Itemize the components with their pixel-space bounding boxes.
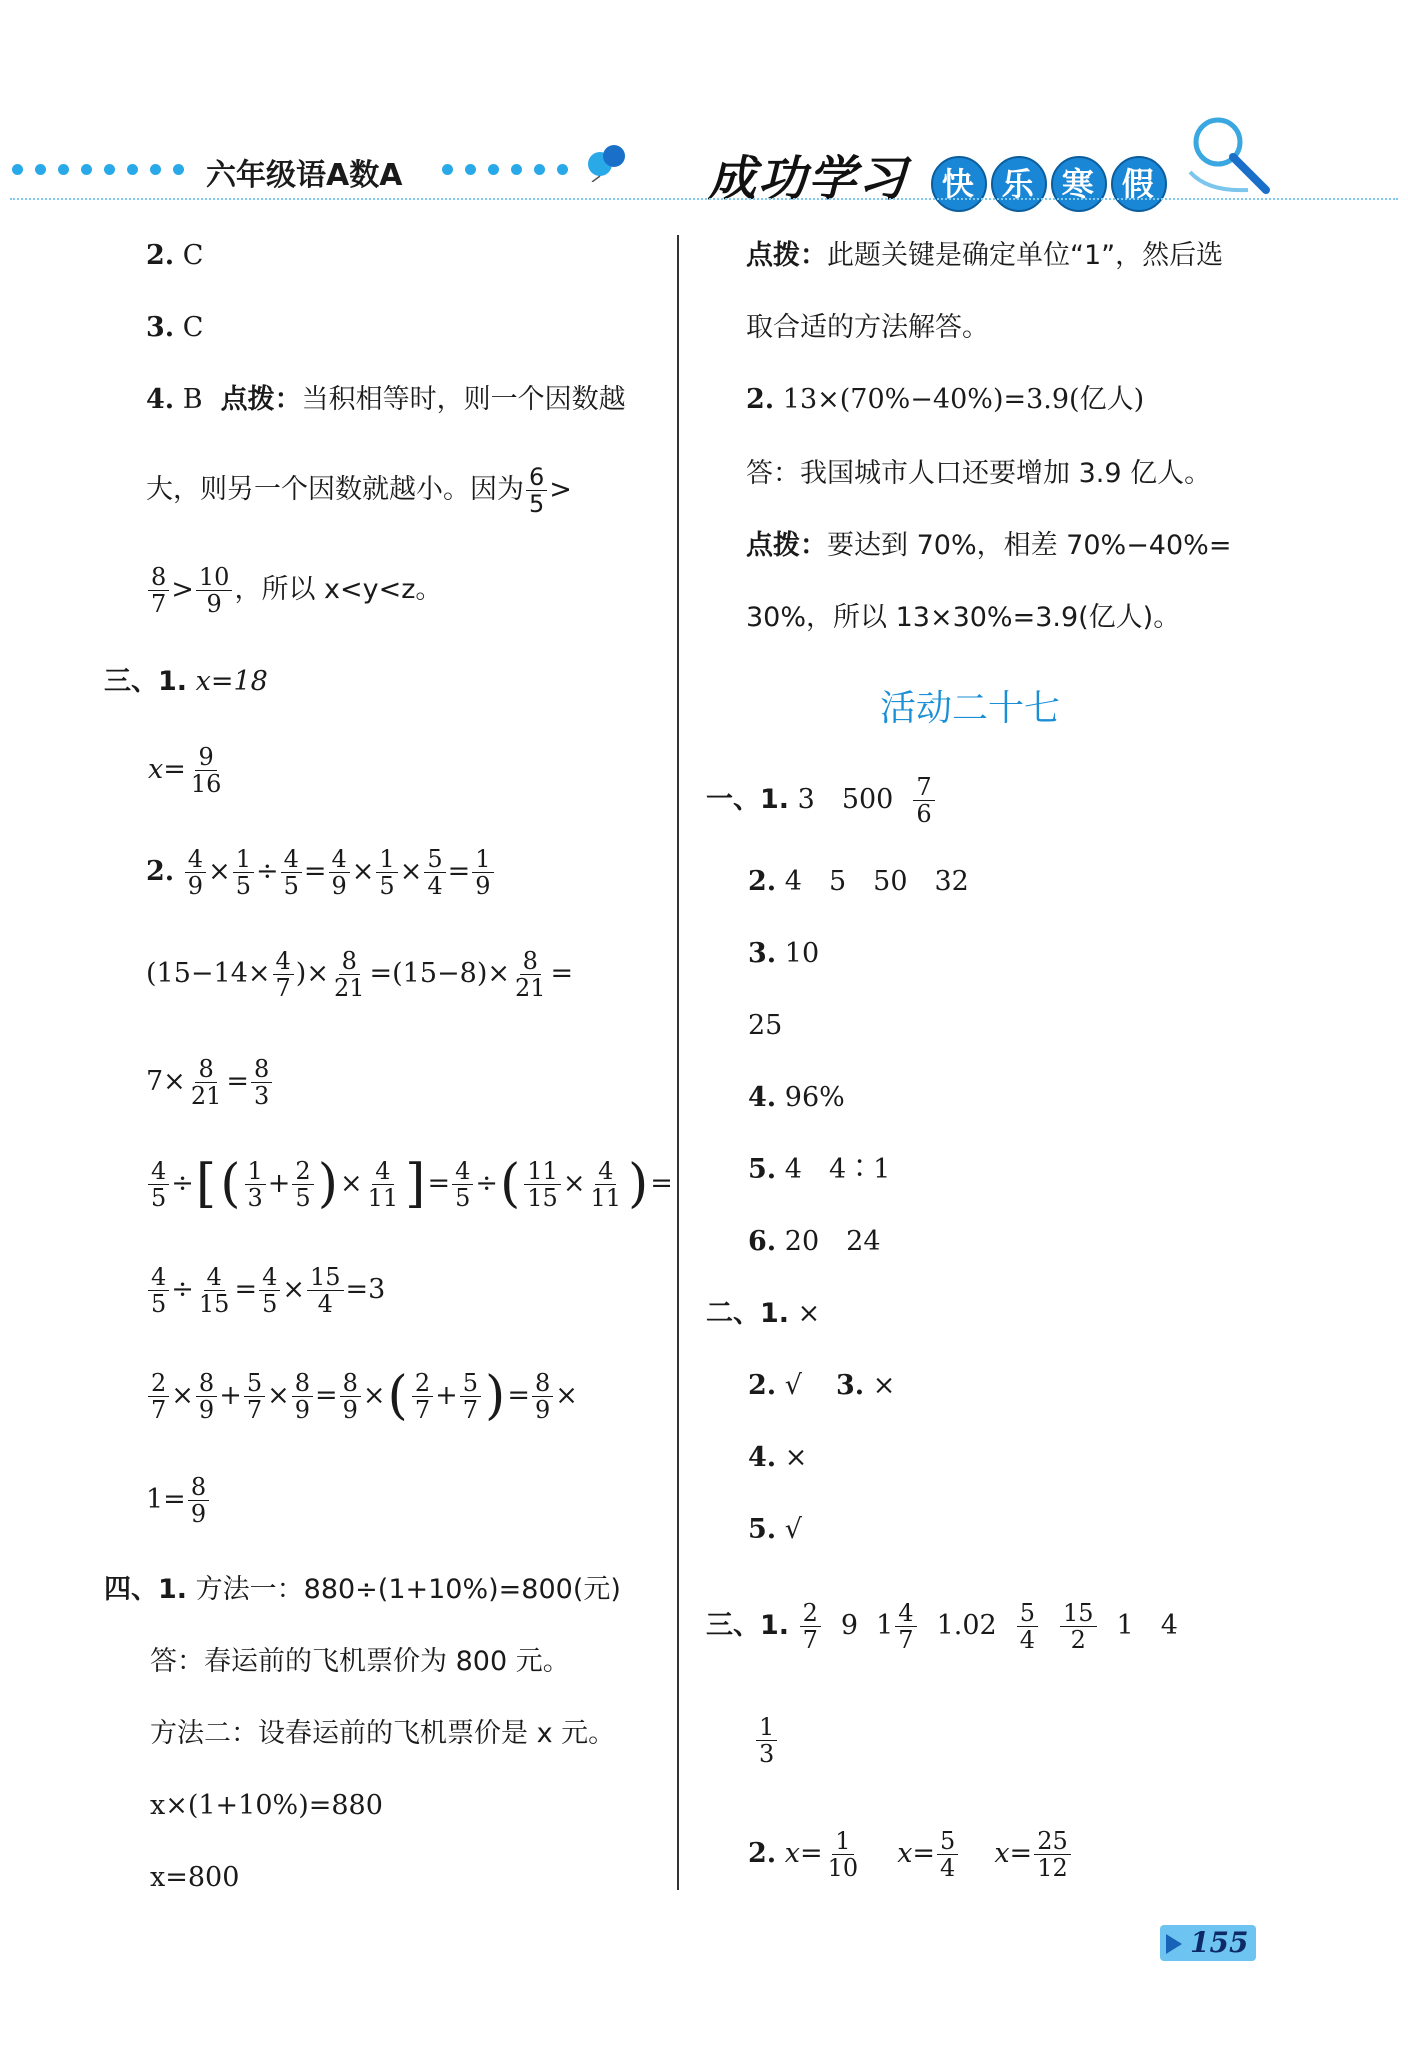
fraction-denominator: 7: [802, 1625, 818, 1654]
answer-2-4: [146, 378, 626, 422]
act-1-2: [748, 860, 969, 904]
fraction-numerator: 5: [244, 1370, 265, 1397]
brand-badge-2: 乐: [991, 156, 1047, 212]
fraction-denominator: 9: [342, 1395, 358, 1424]
section-label: 二、1.: [706, 1298, 790, 1329]
fraction-numerator: 2: [800, 1600, 821, 1627]
fraction-denominator: 5: [262, 1289, 278, 1318]
bracket: (: [220, 1154, 241, 1214]
fraction: [1060, 1600, 1097, 1653]
hint-text: 要达到 70%，相差 70%−40%=: [827, 530, 1232, 561]
fraction-numerator: 8: [251, 1056, 272, 1083]
hint-text: 大，则另一个因数就越小。因为: [146, 474, 524, 505]
hint-r5: [746, 524, 1231, 568]
fraction-denominator: 21: [514, 973, 546, 1002]
item-number: 4.: [748, 1082, 777, 1113]
fraction: [526, 464, 547, 517]
fraction-denominator: 5: [235, 871, 251, 900]
section-4-equation: x×(1+10%)=880: [150, 1790, 383, 1821]
brand-badge-4: 假: [1111, 156, 1167, 212]
brand-badge-3: 寒: [1051, 156, 1107, 212]
item-number: 5.: [748, 1514, 777, 1545]
item-number: 3.: [748, 938, 777, 969]
fraction: [329, 846, 350, 899]
fraction-denominator: 9: [534, 1395, 551, 1424]
expression-5: $\frac{4}{5}$ ÷ $\frac{4}{15}$ = $\frac{4}{5}$ × $\frac{15}{4}$ =3: [146, 1260, 385, 1320]
act-2-5: [748, 1508, 802, 1552]
fraction-numerator: 15: [1060, 1600, 1097, 1627]
answer-text: √: [784, 1514, 802, 1545]
fraction: [1034, 1828, 1071, 1881]
section-label: 三、1.: [104, 666, 188, 697]
expression-part: 7×: [146, 1066, 186, 1097]
fraction-numerator: 5: [937, 1828, 958, 1855]
act-1-3b: 25: [748, 1010, 783, 1041]
section-4-answer: 答：春运前的飞机票价为 800 元。: [150, 1646, 570, 1677]
bracket: (: [387, 1366, 408, 1426]
fraction-numerator: 4: [595, 1158, 616, 1185]
fraction: [524, 1158, 561, 1211]
fraction: [188, 744, 225, 797]
bracket: [: [195, 1154, 217, 1214]
hint-r6: 30%，所以 13×30%=3.9(亿人)。: [746, 602, 1181, 633]
answer-2-2: [146, 234, 203, 278]
activity-title: 活动二十七: [880, 688, 1061, 729]
expression-part: =: [550, 958, 574, 989]
fraction-denominator: 11: [367, 1183, 399, 1212]
fraction-numerator: 4: [259, 1264, 280, 1291]
act-1-4: [748, 1076, 845, 1120]
fraction: [331, 948, 368, 1001]
fraction-denominator: 11: [590, 1183, 621, 1212]
fraction-denominator: 16: [190, 769, 222, 798]
fraction-denominator: 15: [198, 1289, 230, 1318]
answer-text: 4 5 50 32: [784, 866, 969, 897]
fraction-numerator: 1: [756, 1714, 777, 1741]
hint-label: 点拨：: [746, 240, 827, 271]
item-number: 2.: [748, 1838, 777, 1869]
fraction: [273, 948, 294, 1001]
item-number: 5.: [748, 1154, 777, 1185]
fraction-denominator: 7: [898, 1625, 914, 1654]
fraction: [188, 1474, 209, 1527]
hint-text: 此题关键是确定单位“1”，然后选: [827, 240, 1224, 271]
hint-r2: 取合适的方法解答。: [746, 312, 989, 343]
expression-part: (15−14×: [146, 958, 271, 989]
hint-r1: [746, 234, 1223, 278]
fraction: [424, 846, 445, 899]
expression-part: )×: [295, 958, 329, 989]
brand-badge-1: 快: [931, 156, 987, 212]
fraction: [825, 1828, 862, 1881]
hint-text: 当积相等时，则一个因数越: [301, 384, 626, 415]
item-number: 2.: [146, 240, 175, 271]
fraction-numerator: 8: [520, 948, 541, 975]
act-3-2: [748, 1824, 1073, 1884]
bracket: ): [317, 1154, 338, 1214]
bracket: ): [485, 1366, 506, 1426]
act-2-2-3: [748, 1364, 895, 1408]
act-1-6: [748, 1220, 881, 1264]
fraction-numerator: 15: [307, 1264, 344, 1291]
header-dots-right: [442, 164, 568, 178]
item-number: 6.: [748, 1226, 777, 1257]
section-3-item-1b: [148, 740, 226, 800]
operator: >: [549, 474, 572, 505]
item-number: 2.: [146, 856, 175, 887]
fraction-denominator: 6: [916, 799, 932, 828]
fraction-numerator: 8: [532, 1370, 553, 1397]
answer-text: 13×(70%−40%)=3.9(亿人): [782, 384, 1145, 415]
fraction-denominator: 7: [275, 973, 291, 1002]
answer-text: 4 4∶1: [784, 1154, 891, 1185]
fraction-denominator: 21: [190, 1081, 222, 1110]
fraction-numerator: 5: [1017, 1600, 1038, 1627]
hint-line-3: [146, 560, 442, 620]
fraction-denominator: 9: [198, 1395, 215, 1424]
answer-text: x=: [994, 1838, 1033, 1869]
fraction-denominator: 5: [455, 1183, 471, 1212]
expression-part: =(15−8)×: [369, 958, 510, 989]
fraction: [532, 1370, 553, 1423]
magnifier-icon: [1178, 112, 1278, 202]
answer-text: √: [784, 1370, 802, 1401]
fraction: [587, 1158, 624, 1211]
fraction: [376, 846, 397, 899]
item-number: 2.: [748, 866, 777, 897]
act-2-4: [748, 1436, 807, 1480]
answer-text: ×: [797, 1298, 821, 1329]
answer-text: 9: [840, 1610, 859, 1641]
brand-title: [708, 140, 1167, 212]
hint-line-2: [146, 460, 572, 520]
fraction: [196, 1370, 217, 1423]
fraction-numerator: 6: [526, 464, 547, 491]
answer-text: 20 24: [784, 1226, 881, 1257]
fraction: [1017, 1600, 1038, 1653]
fraction-denominator: 5: [151, 1183, 167, 1212]
bracket: ): [628, 1154, 649, 1214]
act-3-1b: [754, 1710, 779, 1770]
answer-text: 1.02: [936, 1610, 997, 1641]
answer-text: ×: [872, 1370, 896, 1401]
answer-text: 96%: [784, 1082, 845, 1113]
balloons-icon: [582, 142, 632, 182]
fraction-denominator: 10: [827, 1853, 859, 1882]
fraction-denominator: 4: [1019, 1625, 1035, 1654]
fraction-numerator: 4: [185, 846, 206, 873]
mixed-number-whole: 1: [876, 1610, 894, 1641]
fraction: [895, 1600, 916, 1653]
expression-7: [146, 1470, 211, 1530]
operator: >: [171, 574, 194, 605]
answer-2-3: [146, 306, 203, 350]
item-number: 4.: [748, 1442, 777, 1473]
answer-text: 方法一：880÷(1+10%)=800(元): [195, 1574, 621, 1605]
fraction-numerator: 8: [148, 564, 169, 591]
fraction-numerator: 8: [339, 948, 360, 975]
fraction-numerator: 2: [148, 1370, 169, 1397]
act-1-3: [748, 932, 819, 976]
fraction-denominator: 7: [246, 1395, 263, 1424]
fraction: [244, 1370, 265, 1423]
fraction-numerator: 1: [245, 1158, 266, 1185]
column-divider: [677, 235, 679, 1890]
fraction-denominator: 21: [333, 973, 365, 1002]
fraction-numerator: 4: [148, 1158, 169, 1185]
fraction: [245, 1158, 266, 1211]
hint-text: ，所以 x<y<z。: [234, 574, 443, 605]
fraction: [196, 564, 233, 617]
fraction-numerator: 11: [524, 1158, 561, 1185]
fraction: [340, 1370, 361, 1423]
fraction-numerator: 25: [1034, 1828, 1071, 1855]
fraction: [259, 1264, 280, 1317]
fraction: [251, 1056, 272, 1109]
answer-text: C: [182, 240, 204, 271]
fraction: [512, 948, 549, 1001]
expression-1: 2. $\frac{4}{9}$ × $\frac{1}{5}$ ÷ $\frac{4}{5}$ = $\frac{4}{9}$ × $\frac{1}{5}$ × $\frac{5}{4}$ = $\frac{1}{9}$: [146, 842, 496, 902]
item-number: 3.: [146, 312, 175, 343]
fraction-numerator: 1: [832, 1828, 853, 1855]
fraction-numerator: 8: [292, 1370, 313, 1397]
fraction-denominator: 9: [475, 871, 491, 900]
hint-label: 点拨：: [220, 384, 302, 415]
fraction: [148, 1158, 169, 1211]
expression-6: $\frac{2}{7}$ × $\frac{8}{9}$ + $\frac{5}{7}$ × $\frac{8}{9}$ = $\frac{8}{9}$ × ( $\frac{2}{7}$ + $\frac{5}{7}$ ) = $\frac{8}{9}$ ×: [146, 1364, 578, 1428]
fraction-numerator: 4: [148, 1264, 169, 1291]
act-2-1: [706, 1292, 820, 1336]
fraction: [913, 774, 934, 827]
page-number: 155: [1190, 1926, 1249, 1959]
fraction-denominator: 15: [527, 1183, 558, 1212]
fraction-numerator: 5: [424, 846, 445, 873]
fraction-denominator: 3: [759, 1739, 775, 1768]
expression-2: [146, 944, 573, 1004]
item-number: 2.: [748, 1370, 777, 1401]
fraction-denominator: 3: [253, 1081, 270, 1110]
header-dots-left: [12, 164, 184, 178]
fraction-denominator: 9: [294, 1395, 310, 1424]
fraction-numerator: 8: [196, 1370, 217, 1397]
section-4-item-1: [104, 1568, 621, 1612]
answer-text: x=: [148, 754, 186, 785]
fraction: [148, 564, 169, 617]
fraction-denominator: 5: [529, 489, 545, 518]
fraction: [307, 1264, 344, 1317]
fraction: [292, 1158, 313, 1211]
section-4-result: x=800: [150, 1862, 240, 1893]
brand-title-text: 成功学习: [708, 151, 909, 207]
fraction-denominator: 9: [206, 589, 222, 618]
fraction-denominator: 7: [151, 1395, 167, 1424]
section-label: 三、1.: [706, 1610, 790, 1641]
answer-text: C: [182, 312, 204, 343]
fraction-numerator: 8: [188, 1474, 209, 1501]
fraction-denominator: 9: [331, 871, 347, 900]
fraction-denominator: 5: [151, 1289, 167, 1318]
fraction: [412, 1370, 433, 1423]
fraction-denominator: 7: [151, 589, 167, 618]
fraction-numerator: 4: [329, 846, 350, 873]
section-label: 一、1.: [706, 784, 790, 815]
fraction: [452, 1158, 473, 1211]
answer-text: 1 4: [1116, 1610, 1178, 1641]
answer-text: x=: [784, 1838, 823, 1869]
fraction-denominator: 3: [247, 1183, 263, 1212]
act-1-5: [748, 1148, 890, 1192]
fraction: [148, 1264, 169, 1317]
fraction-denominator: 5: [295, 1183, 311, 1212]
fraction-denominator: 2: [1070, 1625, 1086, 1654]
answer-r3: [746, 378, 1144, 422]
fraction-denominator: 9: [190, 1499, 207, 1528]
fraction-numerator: 2: [292, 1158, 313, 1185]
fraction: [460, 1370, 481, 1423]
fraction-denominator: 4: [317, 1289, 333, 1318]
fraction-numerator: 7: [913, 774, 934, 801]
fraction-denominator: 4: [427, 871, 443, 900]
header-divider: [10, 198, 1398, 200]
fraction: [800, 1600, 821, 1653]
fraction-numerator: 1: [233, 846, 254, 873]
answer-text: B: [182, 384, 203, 415]
act-3-1: [706, 1596, 1178, 1656]
item-number: 4.: [146, 384, 175, 415]
fraction-numerator: 5: [460, 1370, 481, 1397]
fraction-numerator: 1: [376, 846, 397, 873]
answer-text: x=18: [195, 666, 268, 697]
fraction: [937, 1828, 958, 1881]
fraction-numerator: 4: [273, 948, 294, 975]
answer-text: x=: [897, 1838, 936, 1869]
fraction: [188, 1056, 225, 1109]
fraction: [292, 1370, 313, 1423]
fraction-denominator: 9: [187, 871, 204, 900]
answer-r4: 答：我国城市人口还要增加 3.9 亿人。: [746, 458, 1212, 489]
item-number: 3.: [836, 1370, 865, 1401]
act-1-1: [706, 770, 937, 830]
hint-label: 点拨：: [746, 530, 827, 561]
bracket: (: [499, 1154, 521, 1214]
expression-3: [146, 1052, 274, 1112]
fraction-denominator: 12: [1037, 1853, 1068, 1882]
fraction-numerator: 4: [372, 1158, 393, 1185]
fraction-numerator: 8: [340, 1370, 361, 1397]
section-4-method-2: 方法二：设春运前的飞机票价是 x 元。: [150, 1718, 616, 1749]
fraction: [281, 846, 302, 899]
section-label: 四、1.: [104, 1574, 188, 1605]
fraction: [233, 846, 254, 899]
fraction-numerator: 4: [452, 1158, 473, 1185]
fraction-numerator: 9: [195, 744, 216, 771]
fraction: [472, 846, 493, 899]
item-number: 2.: [746, 384, 775, 415]
section-3-item-1: [104, 660, 268, 704]
bracket: ]: [405, 1154, 426, 1214]
fraction-numerator: 4: [204, 1264, 225, 1291]
fraction-denominator: 7: [462, 1395, 479, 1424]
fraction: [365, 1158, 402, 1211]
expression-part: =3: [345, 1274, 386, 1305]
fraction: [185, 846, 206, 899]
answer-text: 3 500: [797, 784, 894, 815]
fraction-denominator: 5: [379, 871, 395, 900]
arrow-right-icon: [1166, 1934, 1182, 1954]
expression-part: =: [226, 1066, 249, 1097]
fraction: [196, 1264, 233, 1317]
fraction-denominator: 4: [940, 1853, 956, 1882]
fraction: [756, 1714, 777, 1767]
expression-4: $\frac{4}{5}$ ÷ [ ( $\frac{1}{3}$ + $\frac{2}{5}$ ) × $\frac{4}{11}$ ] = $\frac{4}{5}$ ÷ ( $\frac{11}{15}$ × $\frac{4}{11}$ ) =: [146, 1152, 673, 1216]
fraction-numerator: 4: [895, 1600, 916, 1627]
answer-text: 10: [784, 938, 820, 969]
expression-part: 1=: [146, 1484, 186, 1515]
fraction: [148, 1370, 169, 1423]
fraction-denominator: 5: [283, 871, 299, 900]
fraction-numerator: 2: [412, 1370, 433, 1397]
fraction-numerator: 4: [281, 846, 302, 873]
grade-label: 六年级语A数A: [206, 158, 403, 193]
fraction-numerator: 10: [196, 564, 233, 591]
answer-text: ×: [784, 1442, 808, 1473]
fraction-numerator: 1: [472, 846, 493, 873]
fraction-denominator: 7: [414, 1395, 431, 1424]
fraction-numerator: 8: [195, 1056, 216, 1083]
